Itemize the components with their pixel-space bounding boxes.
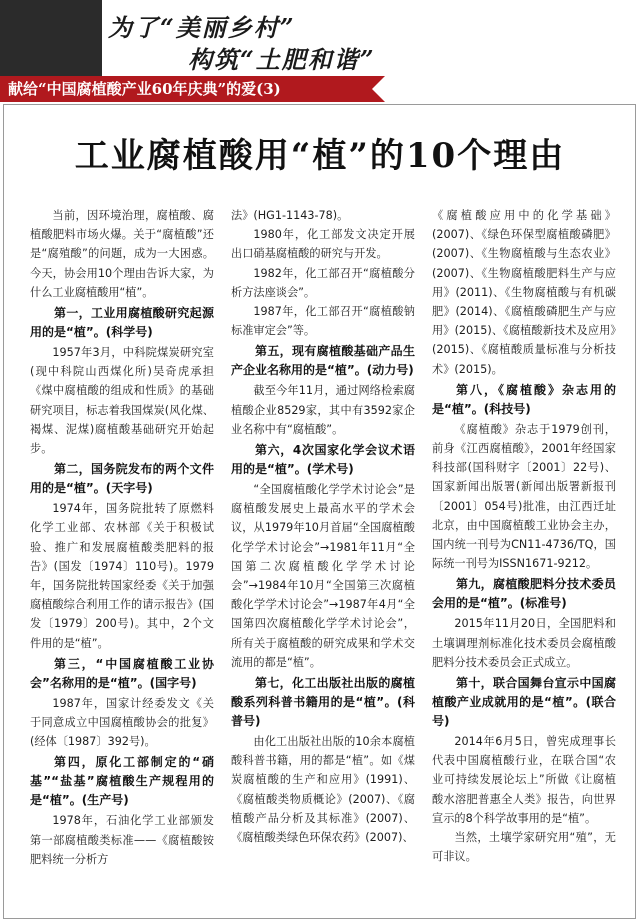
paragraph: 当然，土壤学家研究用“殖”，无可非议。 (432, 831, 616, 864)
paragraph-continued: 法》(HG1-1143-78)。 (231, 209, 349, 222)
article-body (30, 206, 616, 916)
paragraph: 1978年，石油化学工业部颁发第一部腐植酸类标准——《腐植酸铵肥料统一分析方 (30, 814, 214, 866)
reason-heading-7: 第七，化工出版社出版的腐植酸系列科普书籍用的是“植”。(科普号) (231, 676, 415, 729)
paragraph: 1980年，化工部发文决定开展出口硝基腐植酸的研究与开发。 (231, 228, 415, 261)
column-2 (231, 206, 415, 916)
paragraph: “全国腐植酸化学学术讨论会”是腐植酸发展史上最高水平的学术会议，从1979年10月首届“全国腐植酸化学学术讨论会”→1981年11月“全国第二次腐植酸化学学术讨论会”→1984年10月“全国第三次腐植酸化学学术讨论会”→1987年4月“全国第四次腐植酸化学学术讨论会”，所有关于腐植酸的研究成果和学术交流用的都是“植”。 (231, 483, 415, 669)
paragraph: 1957年3月，中科院煤炭研究室(现中科院山西煤化所)吴奇虎承担《煤中腐植酸的组成和性质》的基础研究项目，标志着我国煤炭(风化煤、褐煤、泥煤)腐植酸基础研究开始起步。 (30, 346, 214, 456)
reason-heading-4: 第四，原化工部制定的“硝基”“盐基”腐植酸生产规程用的是“植”。(生产号) (30, 755, 214, 808)
paragraph: 当前，因环境治理，腐植酸、腐植酸肥料市场火爆。关于“腐植酸”还是“腐殖酸”的问题，成为一大困惑。今天，协会用10个理由告诉大家，为什么工业腐植酸用“植”。 (30, 209, 214, 299)
paragraph-continued: 《腐植酸应用中的化学基础》(2007)、《绿色环保型腐植酸磷肥》(2007)、《生物腐植酸与生态农业》(2007)、《生物腐植酸肥料生产与应用》(2011)、《生物腐植酸与有机碳肥》(2014)、《腐植酸磷肥生产与应用》(2015)、《腐植酸新技术及应用》(2015)、《腐植酸质量标准与分析技术》(2015)。 (432, 209, 616, 376)
paragraph: 《腐植酸》杂志于1979创刊，前身《江西腐植酸》，2001年经国家科技部(国科财字〔2001〕22号)、国家新闻出版署(新闻出版署新报刊〔2001〕054号)批准，由江西迁址北京，由中国腐植酸工业协会主办，国内统一刊号为CN11-4736/TQ，国际统一刊号为ISSN1671-9212。 (432, 422, 616, 571)
reason-heading-2: 第二，国务院发布的两个文件用的是“植”。(天字号) (30, 462, 214, 496)
article-title: 工业腐植酸用“植”的10个理由 (74, 136, 566, 176)
reason-heading-10: 第十，联合国舞台宣示中国腐植酸产业成就用的是“植”。(联合号) (432, 676, 616, 729)
paragraph: 1982年，化工部召开“腐植酸分析方法座谈会”。 (231, 266, 415, 299)
reason-heading-6: 第六，4次国家化学会议术语用的是“植”。(学术号) (231, 443, 415, 477)
reason-heading-5: 第五，现有腐植酸基础产品生产企业名称用的是“植”。(动力号) (231, 344, 415, 378)
page-header (0, 0, 640, 102)
paragraph: 2014年6月5日，曾宪成理事长代表中国腐植酸行业，在联合国“农业可持续发展论坛上”所做《让腐植酸水溶肥普惠全人类》报告，向世界宣示的8个科学故事用的是“植”。 (432, 735, 616, 825)
reason-heading-8: 第八，《腐植酸》杂志用的是“植”。(科技号) (432, 382, 616, 416)
banner-tail-decoration (372, 76, 385, 102)
paragraph: 由化工出版社出版的10余本腐植酸科普书籍，用的都是“植”。如《煤炭腐植酸的生产和应用》(1991)、《腐植酸类物质概论》(2007)、《腐植酸产品分析及其标准》(2007)、《腐植酸类绿色环保农药》(2007)、 (231, 735, 415, 845)
paragraph: 1974年，国务院批转了原燃料化学工业部、农林部《关于积极试验、推广和发展腐植酸类肥料的报告》(国发〔1974〕110号)。1979年，国务院批转国家经委《关于加强腐植酸综合利用工作的请示报告》(国发〔1979〕200号)。其中，2个文件用的是“植”。 (30, 502, 214, 650)
series-banner: 献给“中国腐植酸产业60年庆典”的爱(3) (0, 76, 372, 102)
reason-heading-3: 第三，“中国腐植酸工业协会”名称用的是“植”。(国字号) (30, 656, 214, 690)
paragraph: 2015年11月20日，全国肥料和土壤调理剂标准化技术委员会腐植酸肥料分技术委员会正式成立。 (432, 617, 616, 669)
paragraph: 截至今年11月，通过网络检索腐植酸企业8529家，其中有3592家企业名称中有“腐植酸”。 (231, 384, 415, 436)
column-1 (30, 206, 214, 916)
column-3 (432, 206, 616, 916)
slogan-line-2: 构筑“土肥和谐” (188, 45, 376, 74)
reason-heading-1: 第一，工业用腐植酸研究起源用的是“植”。(科学号) (30, 306, 214, 340)
paragraph: 1987年，化工部召开“腐植酸钠标准审定会”等。 (231, 305, 415, 338)
paragraph: 1987年，国家计经委发文《关于同意成立中国腐植酸协会的批复》(经体〔1987〕392号)。 (30, 696, 214, 749)
reason-heading-9: 第九，腐植酸肥料分技术委员会用的是“植”。(标准号) (432, 577, 616, 611)
slogan-line-1: 为了“美丽乡村” (108, 13, 296, 42)
